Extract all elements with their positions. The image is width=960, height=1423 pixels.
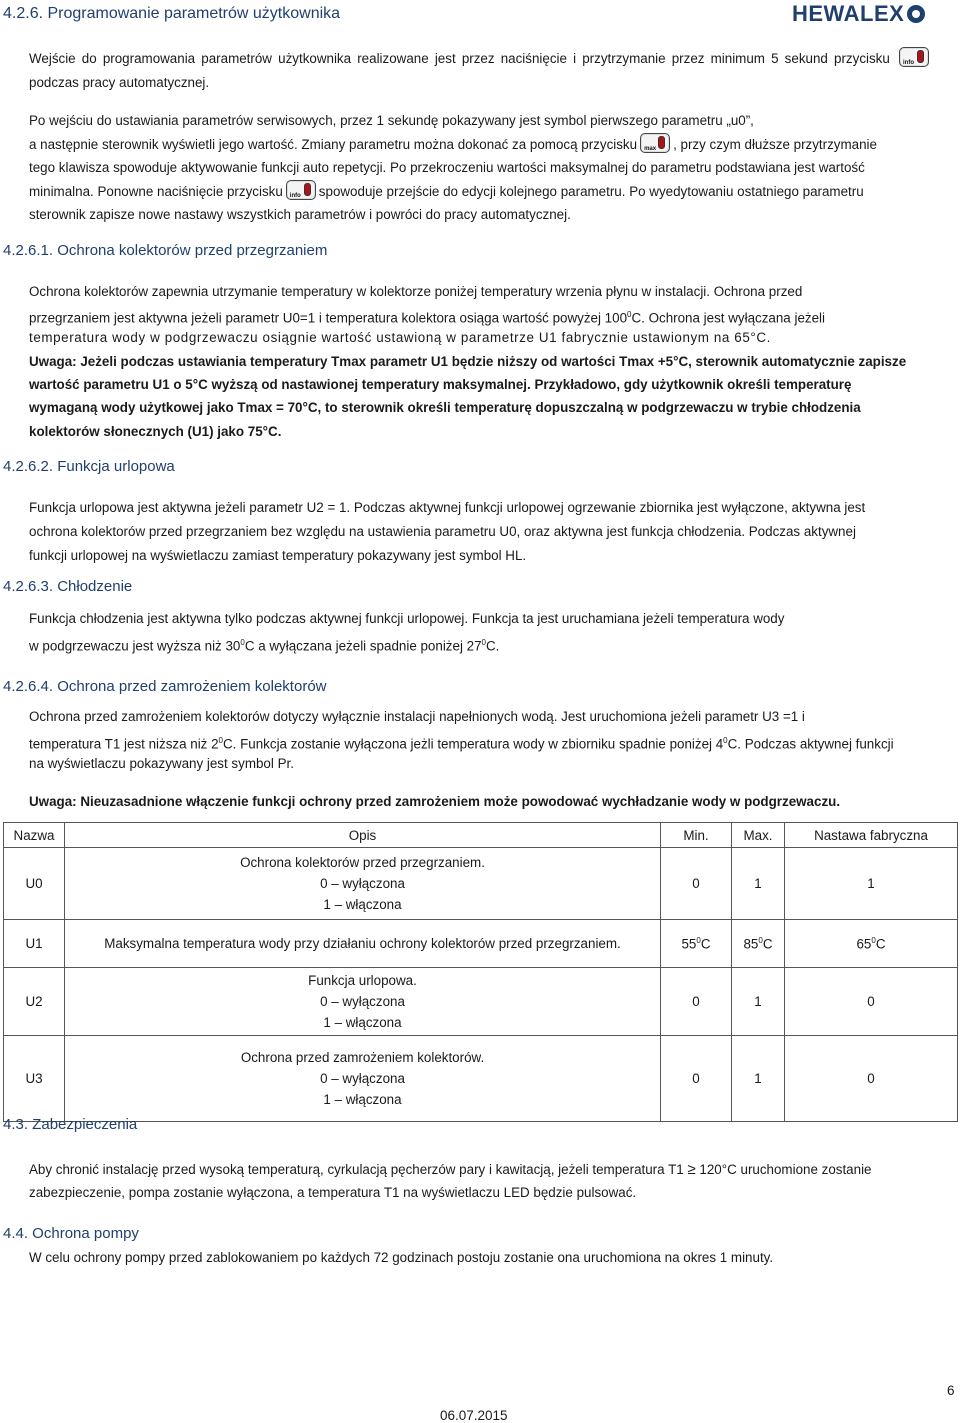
s2-line-1: Funkcja urlopowa jest aktywna jeżeli parametr U2 = 1. Podczas aktywnej funkcji urlopowej ogrzewanie zbiornika jest wyłączone, aktywna jest: [29, 500, 866, 515]
col-header-max: Max.: [732, 823, 785, 848]
intro-paragraph-2-line-1: Po wejściu do ustawiania parametrów serwisowych, przez 1 sekundę pokazywany jest symbol pierwszego parametru „u0”,: [29, 113, 754, 128]
s1-line-3: temperatura wody w podgrzewaczu osiągnie wartość ustawioną w parametrze U1 fabrycznie ustawionym na 65°C.: [29, 330, 771, 345]
param-name: U1: [4, 920, 65, 968]
desc-line: 0 – wyłączona: [320, 994, 405, 1009]
s3-line-2: [29, 631, 932, 658]
param-factory: 1: [785, 848, 958, 920]
unit: C: [762, 936, 773, 952]
value: 65: [856, 936, 872, 952]
superscript: 0: [627, 310, 632, 319]
intro-paragraph-2-line-3: tego klawisza spowoduje aktywowanie funkcji auto repetycji. Po przekroczeniu wartości maksymalnej do parametru podstawiana jest wartość: [29, 160, 865, 175]
intro-text-1: Wejście do programowania parametrów użytkownika realizowane jest przez naciśnięcie i przytrzymanie przez minimum 5 sekund przycisku: [29, 51, 890, 66]
text-span: w podgrzewaczu jest wyższa niż 30: [29, 638, 241, 654]
col-header-desc: Opis: [65, 823, 661, 848]
s4-line-3: na wyświetlaczu pokazywany jest symbol Pr.: [29, 756, 294, 771]
info-button-icon: info: [899, 47, 929, 67]
table-row: [4, 848, 958, 920]
greater-equal-symbol: ≥: [687, 1161, 696, 1178]
heading-4-3: 4.3. Zabezpieczenia: [3, 1116, 138, 1133]
param-max: [732, 920, 785, 968]
heading-4-2-6-2: 4.2.6.2. Funkcja urlopowa: [3, 458, 175, 475]
intro-text-2: podczas pracy automatycznej.: [29, 74, 210, 90]
param-desc: [65, 848, 661, 920]
text-span: wartość parametru U1 o 5°C wyższą od nastawionej temperatury maksymalnej.: [29, 377, 531, 392]
superscript: 0: [481, 638, 486, 647]
param-max: 1: [732, 968, 785, 1036]
superscript: 0: [696, 935, 701, 945]
thermometer-icon: [304, 183, 311, 196]
param-factory: [785, 920, 958, 968]
param-max: 1: [732, 1036, 785, 1122]
unit: C: [700, 936, 711, 952]
col-header-min: Min.: [661, 823, 732, 848]
desc-line: 1 – włączona: [323, 1015, 402, 1030]
superscript: 0: [871, 935, 876, 945]
section-title: 4.2.6. Programowanie parametrów użytkownika: [3, 5, 341, 22]
page-number: 6: [947, 1383, 955, 1398]
superscript: 0: [240, 638, 245, 647]
param-name: U3: [4, 1036, 65, 1122]
col-header-factory: Nastawa fabryczna: [785, 823, 958, 848]
parameter-table: [3, 822, 958, 1122]
param-min: 0: [661, 848, 732, 920]
text-span: przegrzaniem jest aktywna jeżeli parametr U0=1 i temperatura kolektora osiąga wartość powyżej 100: [29, 310, 628, 326]
s4-warning: Uwaga: Nieuzasadnione włączenie funkcji ochrony przed zamrożeniem może powodować wychładzanie wody w podgrzewaczu.: [29, 794, 841, 809]
heading-4-2-6-1: 4.2.6.1. Ochrona kolektorów przed przegrzaniem: [3, 242, 328, 259]
param-min: 0: [661, 1036, 732, 1122]
text-span: minimalna. Ponowne naciśnięcie przycisku: [29, 184, 283, 199]
param-desc: [65, 968, 661, 1036]
text-span: Zmiany parametru można dokonać za pomocą przycisku: [301, 137, 638, 152]
value: 85: [743, 936, 759, 952]
superscript: 0: [758, 935, 763, 945]
max-button-icon: max: [640, 133, 670, 153]
value: 55: [681, 936, 697, 952]
text-span: spowoduje przejście do edycji kolejnego parametru. Po wyedytowaniu ostatniego parametru: [318, 184, 864, 199]
s6-line-1: W celu ochrony pompy przed zablokowaniem po każdych 72 godzinach postoju zostanie ona uruchomiona na okres 1 minuty.: [29, 1250, 774, 1265]
param-min: [661, 920, 732, 968]
text-span: 120°C uruchomione zostanie: [699, 1162, 872, 1177]
heading-4-4: 4.4. Ochrona pompy: [3, 1225, 139, 1242]
desc-line: Ochrona przed zamrożeniem kolektorów.: [240, 1050, 485, 1065]
intro-paragraph-1: [29, 47, 932, 94]
text-span: C.: [486, 638, 500, 654]
text-span: C. Podczas aktywnej funkcji: [727, 736, 894, 752]
text-span: C a wyłączana jeżeli spadnie poniżej 27: [244, 638, 482, 654]
desc-line: Ochrona kolektorów przed przegrzaniem.: [240, 855, 485, 870]
brand-name: HEWALEX: [792, 1, 905, 26]
param-name: U2: [4, 968, 65, 1036]
intro-paragraph-2-line-5: sterownik zapisze nowe nastawy wszystkich parametrów i powróci do pracy automatycznej.: [29, 207, 571, 222]
col-header-name: Nazwa: [4, 823, 65, 848]
s1-bold-line-4: kolektorów słonecznych (U1) jako 75°C.: [29, 424, 282, 439]
param-factory: 0: [785, 1036, 958, 1122]
text-span: C. Funkcja zostanie wyłączona jeżli temperatura wody w zbiorniku spadnie poniżej 4: [223, 736, 724, 752]
desc-line: 1 – włączona: [323, 897, 402, 912]
thermometer-icon: [917, 50, 924, 63]
param-min: 0: [661, 968, 732, 1036]
footer-date: 06.07.2015: [440, 1408, 508, 1423]
text-span: temperatura T1 jest niższa niż 2: [29, 736, 219, 752]
s2-line-2: ochrona kolektorów przed przegrzaniem bez względu na ustawienia parametru U0, oraz aktywna jest funkcja chłodzenia. Podczas aktywnej: [29, 524, 856, 539]
desc-line: 0 – wyłączona: [320, 876, 405, 891]
thermometer-icon: [658, 136, 665, 149]
unit: C: [875, 936, 886, 952]
desc-line: 1 – włączona: [323, 1092, 402, 1107]
s1-line-1: Ochrona kolektorów zapewnia utrzymanie temperatury w kolektorze poniżej temperatury wrzenia płynu w instalacji. Ochrona przed: [29, 284, 803, 299]
intro-paragraph-2-line-4: [29, 180, 932, 204]
heading-4-2-6-4: 4.2.6.4. Ochrona przed zamrożeniem kolektorów: [3, 678, 327, 695]
text-span: C. Ochrona jest wyłączana jeżeli: [631, 310, 825, 326]
param-max: 1: [732, 848, 785, 920]
s4-line-1: Ochrona przed zamrożeniem kolektorów dotyczy wyłącznie instalacji napełnionych wodą. Jest uruchomiona jeżeli parametr U3 =1 i: [29, 709, 805, 724]
s5-line-1: [29, 1158, 934, 1182]
s5-line-2: zabezpieczenie, pompa zostanie wyłączona, a temperatura T1 na wyświetlaczu LED będzie pulsować.: [29, 1185, 637, 1200]
brand-logo: [792, 1, 925, 27]
text-span: Przykładowo, gdy użytkownik określi temperaturę: [534, 377, 852, 392]
table-header-row: [4, 823, 958, 848]
text-span: , przy czym dłuższe przytrzymanie: [673, 137, 877, 152]
superscript: 0: [218, 736, 223, 745]
table-row: [4, 920, 958, 968]
param-desc: [65, 1036, 661, 1122]
param-factory: 0: [785, 968, 958, 1036]
text-span: Aby chronić instalację przed wysoką temperaturą, cyrkulacją pęcherzów pary i kawitacją, jeżeli temperatura T1: [29, 1162, 684, 1177]
table-row: [4, 968, 958, 1036]
superscript: 0: [723, 736, 728, 745]
text-span: a następnie sterownik wyświetli jego wartość.: [29, 137, 298, 152]
intro-paragraph-2-line-2: [29, 133, 932, 157]
s3-line-1: Funkcja chłodzenia jest aktywna tylko podczas aktywnej funkcji urlopowej. Funkcja ta jest uruchamiana jeżeli temperatura wody: [29, 611, 785, 626]
logo-circle-icon: [907, 5, 925, 23]
param-desc: Maksymalna temperatura wody przy działaniu ochrony kolektorów przed przegrzaniem.: [65, 920, 661, 968]
info-button-icon: info: [286, 180, 316, 200]
desc-line: 0 – wyłączona: [320, 1071, 405, 1086]
s2-line-3: funkcji urlopowej na wyświetlaczu zamiast temperatury pokazywany jest symbol HL.: [29, 548, 527, 563]
s1-bold-line-2: [29, 373, 932, 397]
s1-bold-line-1: Uwaga: Jeżeli podczas ustawiania temperatury Tmax parametr U1 będzie niższy od wartości Tmax +5°C, sterownik automatycznie zapisze: [29, 354, 907, 369]
desc-line: Funkcja urlopowa.: [308, 973, 417, 988]
table-row: [4, 1036, 958, 1122]
heading-4-2-6-3: 4.2.6.3. Chłodzenie: [3, 578, 133, 595]
s1-bold-line-3: wymaganą wody użytkowej jako Tmax = 70°C, to sterownik określi temperaturę dopuszczalną w podgrzewaczu w trybie chłodzenia: [29, 400, 861, 415]
param-name: U0: [4, 848, 65, 920]
